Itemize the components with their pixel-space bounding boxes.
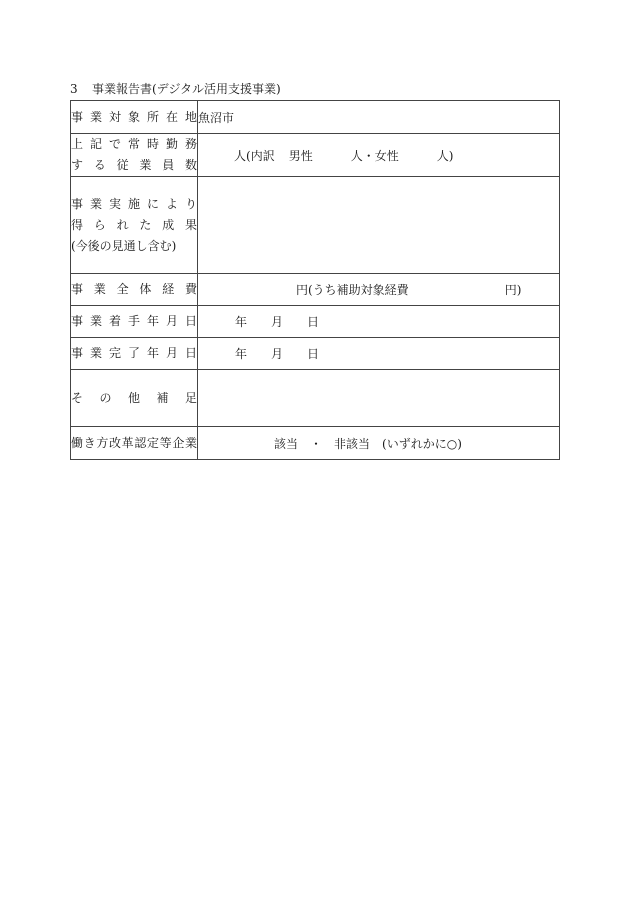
row-location xyxy=(71,101,560,134)
label-cell-employees xyxy=(71,134,198,177)
label-other: その他補足 xyxy=(71,390,197,405)
value-cost[interactable] xyxy=(198,274,560,306)
value-end-date[interactable] xyxy=(198,338,560,370)
row-employees xyxy=(71,134,560,177)
section-heading xyxy=(70,80,281,97)
label-location: 事業対象所在地 xyxy=(71,109,197,124)
workstyle-separator: ・ xyxy=(310,436,323,451)
section-number: 3 xyxy=(70,82,78,96)
label-results-line2: 得られた成果 xyxy=(71,217,197,232)
label-end-date: 事業完了年月日 xyxy=(71,346,197,360)
start-day: 日 xyxy=(307,315,320,329)
end-day: 日 xyxy=(307,347,320,361)
employees-close: 人) xyxy=(436,148,454,163)
row-other xyxy=(71,370,560,427)
label-cell-workstyle xyxy=(71,427,198,460)
workstyle-not-applicable[interactable]: 非該当 xyxy=(334,436,371,451)
section-title: 事業報告書(デジタル活用支援事業) xyxy=(92,82,281,96)
employees-female-label: 人・女性 xyxy=(350,148,399,163)
start-month: 月 xyxy=(271,315,284,329)
value-location[interactable]: 魚沼市 xyxy=(198,101,560,134)
row-workstyle xyxy=(71,427,560,460)
row-start-date xyxy=(71,306,560,338)
value-workstyle[interactable] xyxy=(198,427,560,460)
row-cost xyxy=(71,274,560,306)
label-cell-cost xyxy=(71,274,198,306)
label-cell-end-date xyxy=(71,338,198,370)
employees-unit: 人 xyxy=(234,148,247,163)
employees-breakdown-open: (内訳 xyxy=(246,148,275,163)
row-end-date xyxy=(71,338,560,370)
label-results-line1: 事業実施により xyxy=(71,196,197,211)
report-table xyxy=(70,100,560,460)
workstyle-applicable[interactable]: 該当 xyxy=(274,436,299,451)
label-cell-results xyxy=(71,177,198,274)
cost-yen-open: 円(うち補助対象経費 xyxy=(296,283,409,297)
label-cost: 事業全体経費 xyxy=(71,282,197,296)
start-year: 年 xyxy=(235,315,248,329)
label-results-line3: (今後の見通し含む) xyxy=(71,238,177,253)
value-results[interactable] xyxy=(198,177,560,274)
end-month: 月 xyxy=(271,347,284,361)
label-start-date: 事業着手年月日 xyxy=(71,314,197,328)
value-other[interactable] xyxy=(198,370,560,427)
label-cell-location xyxy=(71,101,198,134)
label-employees-line1: 上記で常時勤務 xyxy=(71,137,197,151)
label-cell-other xyxy=(71,370,198,427)
label-employees-line2: する従業員数 xyxy=(71,158,197,172)
workstyle-note: (いずれかに○) xyxy=(382,436,462,451)
value-start-date[interactable] xyxy=(198,306,560,338)
label-cell-start-date xyxy=(71,306,198,338)
employees-male-label: 男性 xyxy=(288,148,313,163)
row-results xyxy=(71,177,560,274)
label-workstyle: 働き方改革認定等企業 xyxy=(71,435,197,450)
cost-yen-close: 円) xyxy=(504,283,522,297)
value-employees[interactable] xyxy=(198,134,560,177)
end-year: 年 xyxy=(235,347,248,361)
